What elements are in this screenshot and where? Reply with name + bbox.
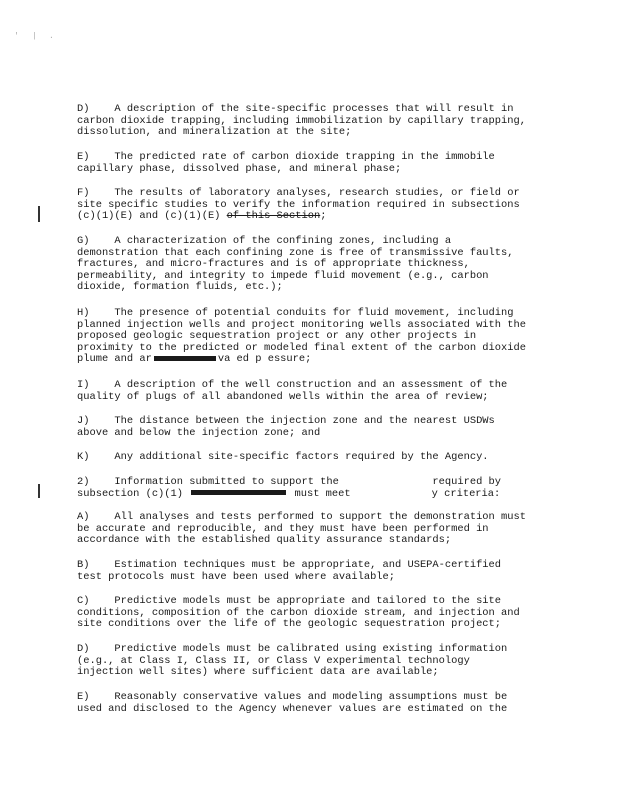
text-line: A) All analyses and tests performed to support the demonstration must <box>77 511 526 523</box>
text-line: F) The results of laboratory analyses, research studies, or field or <box>77 187 520 199</box>
text-line: E) Reasonably conservative values and modeling assumptions must be <box>77 691 508 703</box>
text-line: site conditions over the life of the geologic sequestration project; <box>77 618 502 631</box>
text-tail: ; <box>320 210 327 223</box>
paragraph <box>77 512 539 547</box>
text-line: quality of plugs of all abandoned wells within the area of review; <box>77 390 489 403</box>
text-line: B) Estimation techniques must be appropriate, and USEPA-certified <box>77 559 502 571</box>
paragraph <box>77 416 539 439</box>
text-line: conditions, composition of the carbon dioxide stream, and injection and <box>77 606 520 619</box>
text-line: test protocols must have been used where available; <box>77 570 396 583</box>
paragraph <box>77 644 539 679</box>
text-line: be accurate and reproducible, and they must have been performed in <box>77 522 489 535</box>
revision-bar <box>38 206 40 222</box>
paragraph <box>77 380 539 403</box>
text-before-redaction: plume and ar <box>77 353 152 366</box>
paragraph <box>77 152 539 175</box>
text-line: J) The distance between the injection zone and the nearest USDWs <box>77 415 495 427</box>
text-line: K) Any additional site-specific factors required by the Agency. <box>77 451 489 463</box>
header-mark: ' <box>14 32 19 41</box>
paragraph <box>77 596 539 631</box>
text-line: demonstration that each confining zone is free of transmissive faults, <box>77 246 514 259</box>
paragraph <box>77 188 539 223</box>
text-line: (e.g., at Class I, Class II, or Class V experimental technology <box>77 654 470 667</box>
paragraph <box>77 104 539 139</box>
text-line: (c)(1)(E) and (c)(1)(E) of this Section; <box>77 210 327 223</box>
text-line: capillary phase, dissolved phase, and mineral phase; <box>77 162 402 175</box>
text-after-redaction: va ed p essure; <box>217 353 312 366</box>
text-line: dissolution, and mineralization at the site; <box>77 126 352 139</box>
text-after-redaction: must meet y criteria: <box>288 487 501 500</box>
revision-bar <box>38 484 40 498</box>
paragraph <box>77 452 539 464</box>
paragraph <box>77 477 539 500</box>
text-line: accordance with the established quality assurance standards; <box>77 534 452 547</box>
text-line: dioxide, formation fluids, etc.); <box>77 281 283 294</box>
struck-text: of this Section <box>226 210 321 223</box>
text-before-redaction: subsection (c)(1) <box>77 487 190 500</box>
text-line: 2) Information submitted to support the required by <box>77 476 502 488</box>
text-line: fractures, and micro-fractures and is of appropriate thickness, <box>77 258 470 271</box>
text-line: permeability, and integrity to impede fluid movement (e.g., carbon <box>77 269 489 282</box>
text-line: G) A characterization of the confining zones, including a <box>77 235 452 247</box>
text-line: I) A description of the well construction and an assessment of the <box>77 379 508 391</box>
redaction-mark <box>154 356 216 361</box>
text-line: D) Predictive models must be calibrated using existing information <box>77 643 508 655</box>
text-line: H) The presence of potential conduits for fluid movement, including <box>77 307 514 319</box>
text-line: above and below the injection zone; and <box>77 426 321 439</box>
text-line: injection well sites) where sufficient data are available; <box>77 666 439 679</box>
text-line: carbon dioxide trapping, including immobilization by capillary trapping, <box>77 114 526 127</box>
text-line: D) A description of the site-specific processes that will result in <box>77 103 514 115</box>
paragraph <box>77 236 539 294</box>
text-line: proximity to the predicted or modeled final extent of the carbon dioxide <box>77 341 526 354</box>
text-line: planned injection wells and project monitoring wells associated with the <box>77 318 526 331</box>
header-mark: | <box>32 32 37 41</box>
redacted-line <box>77 354 539 366</box>
header-mark: . <box>49 32 54 41</box>
redacted-line <box>77 489 539 501</box>
text-line: C) Predictive models must be appropriate and tailored to the site <box>77 595 502 607</box>
paragraph <box>77 560 539 583</box>
text-line: proposed geologic sequestration project or any other projects in <box>77 330 477 343</box>
redaction-mark <box>191 490 286 495</box>
paragraph <box>77 692 539 715</box>
text-line: used and disclosed to the Agency whenever values are estimated on the <box>77 702 508 715</box>
text-line: E) The predicted rate of carbon dioxide trapping in the immobile <box>77 151 495 163</box>
paragraph <box>77 308 539 366</box>
text-line: site specific studies to verify the information required in subsections <box>77 198 520 211</box>
